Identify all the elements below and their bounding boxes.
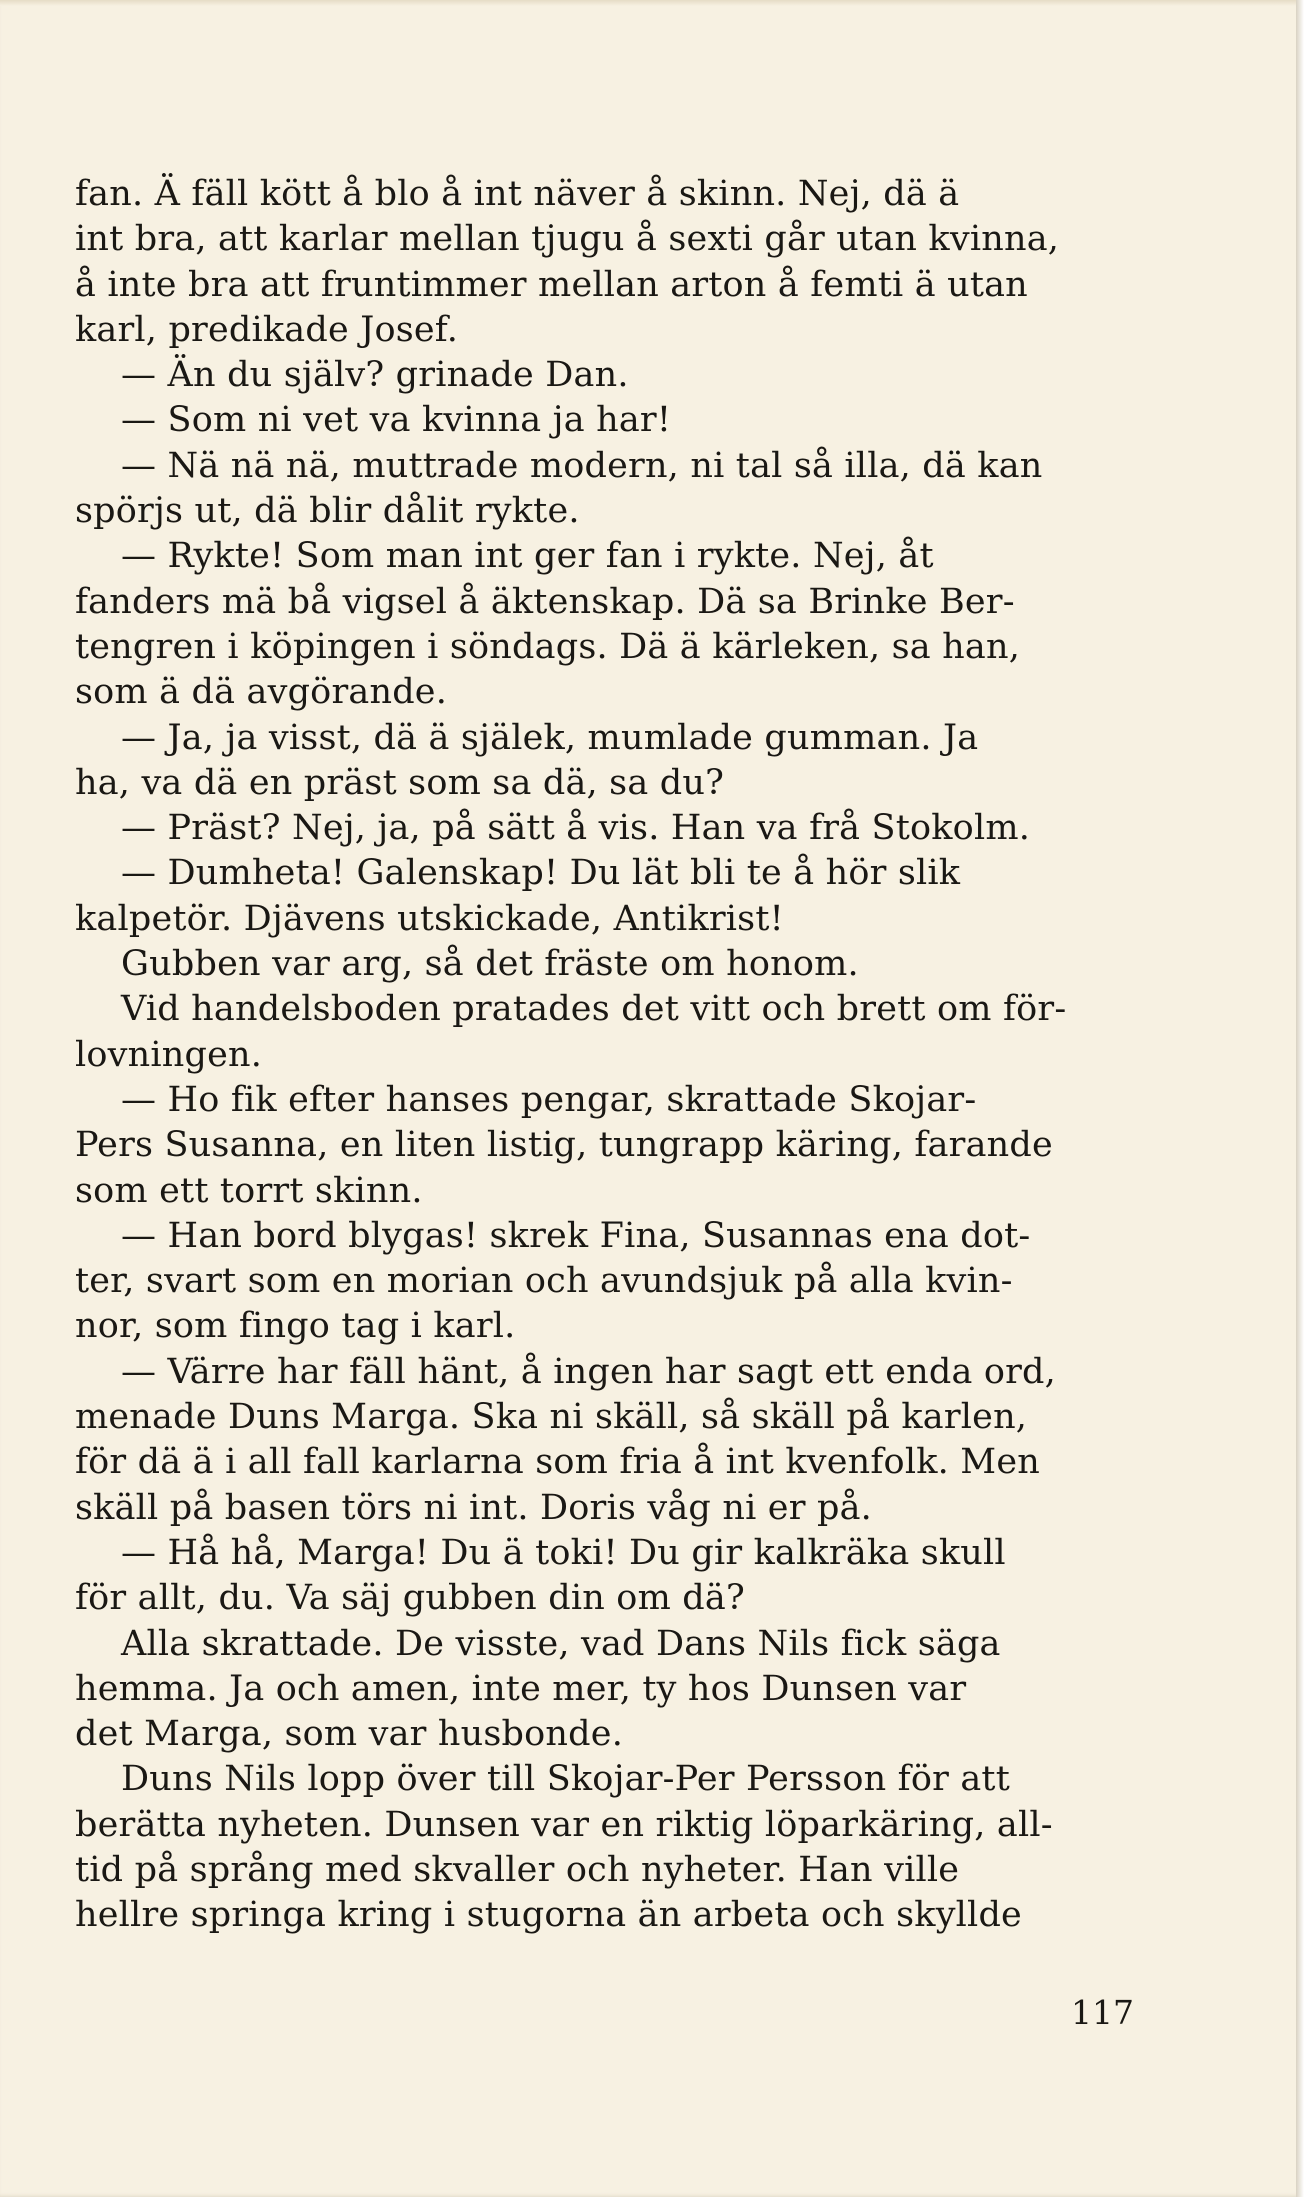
- text-line: kalpetör. Djävens utskickade, Antikrist!: [75, 898, 784, 939]
- text-line: Alla skrattade. De visste, vad Dans Nils fick säga: [121, 1623, 1001, 1664]
- text-line: — Präst? Nej, ja, på sätt å vis. Han va frå Stokolm.: [121, 808, 1031, 849]
- page-number: 117: [1071, 1993, 1134, 2032]
- page-right-edge: [1296, 0, 1304, 2197]
- text-line: hellre springa kring i stugorna än arbeta och skyllde: [75, 1895, 1022, 1936]
- text-line: ha, va dä en präst som sa dä, sa du?: [75, 762, 725, 803]
- text-line: berätta nyheten. Dunsen var en riktig löparkäring, all-: [75, 1804, 1053, 1845]
- text-line: för allt, du. Va säj gubben din om dä?: [75, 1578, 745, 1619]
- text-line: — Än du själv? grinade Dan.: [121, 355, 629, 396]
- text-line: — Som ni vet va kvinna ja har!: [121, 400, 672, 441]
- text-line: hemma. Ja och amen, inte mer, ty hos Dunsen var: [75, 1668, 967, 1709]
- text-line: tengren i köpingen i söndags. Dä ä kärleken, sa han,: [75, 626, 1021, 667]
- text-line: — Nä nä nä, muttrade modern, ni tal så illa, dä kan: [121, 445, 1043, 486]
- text-line: — Värre har fäll hänt, å ingen har sagt ett enda ord,: [121, 1351, 1056, 1392]
- text-line: menade Duns Marga. Ska ni skäll, så skäll på karlen,: [75, 1397, 1028, 1438]
- body-text: [75, 172, 1140, 1939]
- text-line: Duns Nils lopp över till Skojar-Per Persson för att: [121, 1759, 1010, 1800]
- page-top-edge: [0, 0, 1304, 6]
- text-line: — Han bord blygas! skrek Fina, Susannas ena dot-: [121, 1215, 1031, 1256]
- text-line: — Rykte! Som man int ger fan i rykte. Nej, åt: [121, 536, 934, 577]
- text-line: — Ho fik efter hanses pengar, skrattade Skojar-: [121, 1079, 977, 1120]
- text-line: tid på språng med skvaller och nyheter. Han ville: [75, 1849, 960, 1890]
- text-line: — Dumheta! Galenskap! Du lät bli te å hör slik: [121, 853, 961, 894]
- text-line: fanders mä bå vigsel å äktenskap. Dä sa Brinke Ber-: [75, 581, 1015, 622]
- text-line: ter, svart som en morian och avundsjuk på alla kvin-: [75, 1261, 1013, 1302]
- text-line: som ä dä avgörande.: [75, 672, 448, 713]
- text-line: spörjs ut, dä blir dålit rykte.: [75, 491, 580, 532]
- text-line: nor, som fingo tag i karl.: [75, 1306, 516, 1347]
- text-line: Gubben var arg, så det fräste om honom.: [121, 944, 859, 985]
- text-line: lovningen.: [75, 1034, 263, 1075]
- text-line: Vid handelsboden pratades det vitt och brett om för-: [121, 989, 1067, 1030]
- text-line: int bra, att karlar mellan tjugu å sexti går utan kvinna,: [75, 219, 1060, 260]
- text-line: Pers Susanna, en liten listig, tungrapp käring, farande: [75, 1125, 1053, 1166]
- text-line: å inte bra att fruntimmer mellan arton å femti ä utan: [75, 264, 1028, 305]
- text-line: karl, predikade Josef.: [75, 309, 459, 350]
- text-line: fan. Ä fäll kött å blo å int näver å skinn. Nej, dä ä: [75, 174, 960, 214]
- text-line: — Ja, ja visst, dä ä själek, mumlade gumman. Ja: [121, 717, 979, 758]
- text-line: som ett torrt skinn.: [75, 1170, 423, 1211]
- text-line: det Marga, som var husbonde.: [75, 1714, 624, 1755]
- text-line: skäll på basen törs ni int. Doris våg ni er på.: [75, 1487, 872, 1528]
- text-line: för dä ä i all fall karlarna som fria å int kvenfolk. Men: [75, 1442, 1040, 1483]
- text-line: — Hå hå, Marga! Du ä toki! Du gir kalkräka skull: [121, 1532, 1006, 1573]
